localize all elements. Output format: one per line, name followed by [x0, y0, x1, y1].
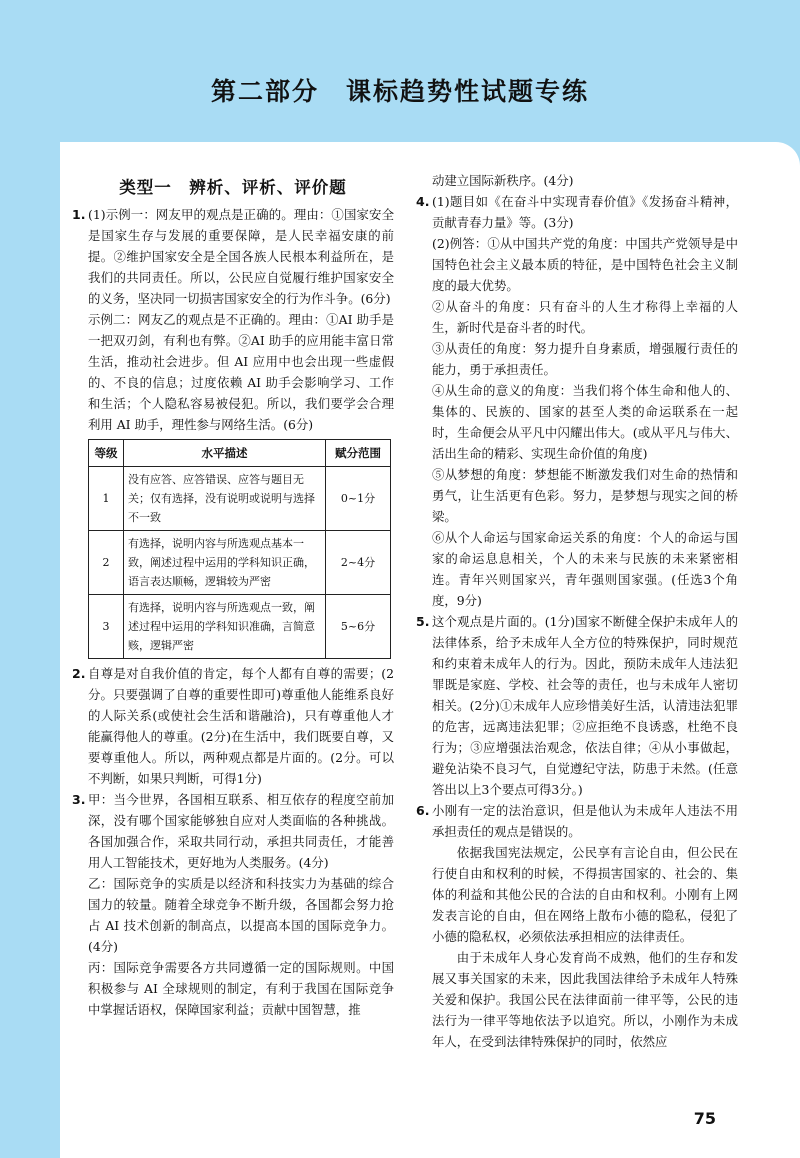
score-cell: 5~6分: [326, 595, 391, 659]
section-title: 类型一 辨析、评析、评价题: [119, 178, 347, 197]
level-cell: 2: [89, 531, 124, 595]
question-number: 2.: [72, 666, 86, 681]
score-cell: 0~1分: [326, 467, 391, 531]
question-number: 3.: [72, 792, 86, 807]
answer-paragraph: 示例二：网友乙的观点是不正确的。理由：①AI 助手是一把双刃剑，有利也有弊。②AI 助手的应用能丰富日常生活，推动社会进步。但 AI 应用中也会出现一些虚假的、不良的信息；过度依赖 AI 助手会影响学习、工作和生活；个人隐私容易被侵犯。所以，我们要学会合理利用 AI 助手，理性参与网络生活。(6分): [88, 312, 394, 432]
answer-paragraph: ③从责任的角度：努力提升自身素质，增强履行责任的能力，勇于承担责任。: [432, 341, 738, 377]
answer-paragraph: ②从奋斗的角度：只有奋斗的人生才称得上幸福的人生，新时代是奋斗者的时代。: [432, 299, 738, 335]
answer-paragraph: ⑤从梦想的角度：梦想能不断激发我们对生命的热情和勇气，让生活更有色彩。努力，是梦想与现实之间的桥梁。: [432, 467, 738, 524]
question-number: 5.: [416, 614, 430, 629]
answer-paragraph: (1)示例一：网友甲的观点是正确的。理由：①国家安全是国家生存与发展的重要保障，是人民幸福安康的前提。②维护国家安全是全国各族人民根本利益所在，是我们的共同责任。所以，公民应自觉履行维护国家安全的义务，坚决同一切损害国家安全的行为作斗争。(6分): [88, 207, 394, 306]
question-3-continued: [416, 170, 738, 191]
page-title: 第二部分 课标趋势性试题专练: [210, 77, 589, 106]
answer-paragraph: ⑥从个人命运与国家命运关系的角度：个人的命运与国家的命运息息相关，个人的未来与民族的未来紧密相连。青年兴则国家兴，青年强则国家强。(任选3个角度，9分): [432, 530, 738, 608]
description-cell: 有选择，说明内容与所选观点一致，阐述过程中运用的学科知识准确，言简意赅，逻辑严密: [124, 595, 326, 659]
table-row: [89, 531, 391, 595]
page-header: [0, 0, 800, 140]
answer-paragraph: 自尊是对自我价值的肯定，每个人都有自尊的需要；(2分。只要强调了自尊的重要性即可)尊重他人能维系良好的人际关系(或使社会生活和谐融洽)，只有尊重他人才能赢得他人的尊重。(2分)在生活中，我们既要自尊，又要尊重他人。所以，两种观点都是片面的。(2分。可以不判断，如果只判断，可得1分): [88, 666, 394, 786]
right-column: [416, 170, 738, 1052]
answer-paragraph: 乙：国际竞争的实质是以经济和科技实力为基础的综合国力的较量。随着全球竞争不断升级，各国都会努力抢占 AI 技术创新的制高点，以提高本国的国际竞争力。(4分): [88, 876, 394, 954]
answer-paragraph: (2)例答：①从中国共产党的角度：中国共产党领导是中国特色社会主义最本质的特征，是中国特色社会主义制度的最大优势。: [432, 236, 738, 293]
header-score: 赋分范围: [326, 440, 391, 467]
question-number: 4.: [416, 194, 430, 209]
answer-paragraph: 这个观点是片面的。(1分)国家不断健全保护未成年人的法律体系，给予未成年人全方位的特殊保护，同时规范和约束着未成年人的行为。因此，预防未成年人违法犯罪既是家庭、学校、社会等的责任，也与未成年人密切相关。(2分)①未成年人应珍惜美好生活，认清违法犯罪的危害，远离违法犯罪；②应拒绝不良诱惑，杜绝不良行为；③应增强法治观念，依法自律；④从小事做起，避免沾染不良习气，自觉遵纪守法，防患于未然。(任意答出以上3个要点可得3分。): [432, 614, 738, 797]
question-number: 6.: [416, 803, 430, 818]
left-column: [72, 176, 394, 1020]
score-cell: 2~4分: [326, 531, 391, 595]
header-description: 水平描述: [124, 440, 326, 467]
level-cell: 3: [89, 595, 124, 659]
answer-paragraph: 甲：当今世界，各国相互联系、相互依存的程度空前加深，没有哪个国家能够独自应对人类面临的各种挑战。各国加强合作，采取共同行动，承担共同责任，才能善用人工智能技术，更好地为人类服务。(4分): [88, 792, 394, 870]
question-3: [72, 789, 394, 1020]
description-cell: 没有应答、应答错误、应答与题目无关；仅有选择，没有说明或说明与选择不一致: [124, 467, 326, 531]
question-4: [416, 191, 738, 611]
answer-paragraph: 依据我国宪法规定，公民享有言论自由，但公民在行使自由和权利的时候，不得损害国家的、社会的、集体的利益和其他公民的合法的自由和权利。小刚有上网发表言论的自由，但在网络上散布小德的隐私，侵犯了小德的隐私权，必须依法承担相应的法律责任。: [432, 845, 738, 944]
answer-paragraph: 小刚有一定的法治意识，但是他认为未成年人违法不用承担责任的观点是错误的。: [432, 803, 738, 839]
table-row: [89, 595, 391, 659]
question-1: [72, 204, 394, 435]
question-2: [72, 663, 394, 789]
answer-paragraph: 丙：国际竞争需要各方共同遵循一定的国际规则。中国积极参与 AI 全球规则的制定，有利于我国在国际竞争中掌握话语权，保障国家利益；贡献中国智慧，推: [88, 960, 394, 1017]
answer-paragraph: (1)题目如《在奋斗中实现青春价值》《发扬奋斗精神，贡献青春力量》等。(3分): [432, 194, 738, 230]
level-cell: 1: [89, 467, 124, 531]
description-cell: 有选择，说明内容与所选观点基本一致，阐述过程中运用的学科知识正确，语言表达顺畅，逻辑较为严密: [124, 531, 326, 595]
question-5: [416, 611, 738, 800]
header-level: 等级: [89, 440, 124, 467]
table-header-row: [89, 440, 391, 467]
question-6: [416, 800, 738, 1052]
answer-paragraph: ④从生命的意义的角度：当我们将个体生命和他人的、集体的、民族的、国家的甚至人类的命运联系在一起时，生命便会从平凡中闪耀出伟大。(或从平凡与伟大、活出生命的精彩、实现生命价值的角度): [432, 383, 738, 461]
answer-paragraph: 动建立国际新秩序。(4分): [432, 173, 574, 188]
page-number: 75: [693, 1109, 716, 1128]
table-row: [89, 467, 391, 531]
question-number: 1.: [72, 207, 86, 222]
scoring-rubric-table: [88, 439, 391, 659]
answer-paragraph: 由于未成年人身心发育尚不成熟，他们的生存和发展又事关国家的未来，因此我国法律给予未成年人特殊关爱和保护。我国公民在法律面前一律平等，公民的违法行为一律平等地依法予以追究。所以，小刚作为未成年人，在受到法律特殊保护的同时，依然应: [432, 950, 738, 1049]
